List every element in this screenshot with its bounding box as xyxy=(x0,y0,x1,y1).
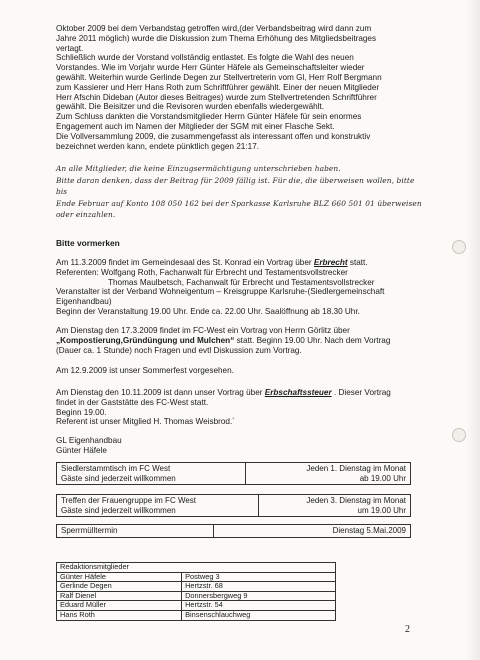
member-name: Günter Häfele xyxy=(57,572,182,582)
member-name: Hans Roth xyxy=(57,610,182,620)
signature-line: GL Eigenhandbau xyxy=(56,436,122,445)
cell-text: ab 19.00 Uhr xyxy=(359,473,406,483)
recurring-events-table xyxy=(56,494,411,517)
cell-text: Gäste sind jederzeit willkommen xyxy=(61,505,176,515)
event-line xyxy=(56,258,426,268)
table-cell xyxy=(258,495,410,517)
intro-line: Vorstandes. Wie im Vorjahr wurde Herr Günter Häfele als Gemeinschaftsleiter wieder xyxy=(56,63,365,73)
intro-line: gewählt. Die Beisitzer und die Revisoren wurden ebenfalls wiedergewählt. xyxy=(56,102,325,112)
cell-text: Dienstag 5.Mai.2009 xyxy=(332,526,406,535)
event-text: statt. Beginn 19.00 Uhr. Nach dem Vortrag xyxy=(234,335,391,345)
event-sommerfest xyxy=(56,366,416,376)
table-row xyxy=(57,495,411,517)
member-street: Postweg 3 xyxy=(182,572,336,582)
event-erbrecht xyxy=(56,258,426,317)
table-cell xyxy=(213,525,410,538)
cell-text: um 19.00 Uhr xyxy=(357,505,406,515)
notice-line: An alle Mitglieder, die keine Einzugsermächtigung unterschrieben haben. xyxy=(56,164,341,173)
table-header: Redaktionsmitglieder xyxy=(57,563,336,573)
event-line: Beginn der Veranstaltung 19.00 Uhr. Ende ca. 22.00 Uhr. Saalöffnung ab 18.30 Uhr. xyxy=(56,306,360,316)
intro-line: Engagement auch im Namen der Mitglieder der SGM mit einer Flasche Sekt. xyxy=(56,121,335,131)
table-header-row xyxy=(57,563,336,573)
table-cell xyxy=(57,525,214,538)
editorial-members-table xyxy=(56,562,336,621)
recurring-events-table xyxy=(56,462,411,485)
event-kompostierung xyxy=(56,326,426,355)
event-topic: Erbrecht xyxy=(313,258,348,267)
event-topic: „Kompostierung,Gründüngung und Mulchen“ xyxy=(56,335,235,345)
member-street: Hertzstr. 68 xyxy=(182,582,336,592)
recurring-events-table xyxy=(56,524,411,538)
notice-line: Ende Februar auf Konto 108 050 162 bei der Sparkasse Karlsruhe BLZ 660 501 01 überweisen xyxy=(56,198,422,208)
signature-block xyxy=(56,436,416,456)
member-street: Binsenschlauchweg xyxy=(182,610,336,620)
member-street: Hertzstr. 54 xyxy=(182,601,336,611)
event-line: Am 12.9.2009 ist unser Sommerfest vorgesehen. xyxy=(56,366,234,375)
event-line xyxy=(56,388,426,398)
table-row xyxy=(57,610,336,620)
event-topic: Erbschaftssteuer xyxy=(264,388,332,397)
event-erbschaftssteuer xyxy=(56,388,426,427)
table-row xyxy=(57,463,411,485)
table-cell xyxy=(57,463,246,485)
event-line: Referent ist unser Mitglied H. Thomas Weisbrod.´ xyxy=(56,417,235,427)
table-cell xyxy=(57,495,259,517)
event-line: Veranstalter ist der Verband Wohneigentum – Kreisgruppe Karlsruhe-(Siedlergemeinschaft xyxy=(56,287,385,297)
intro-line: Jahre 2011 möglich) wurde die Diskussion zum Thema Erhöhung des Mitgliedsbeitrages xyxy=(56,33,377,43)
intro-line: gewählt. Weiterhin wurde Gerlinde Degen zur Stellvertreterin vom Gl, Herr Rolf Bergmann xyxy=(56,72,382,82)
notice-line: oder einzahlen. xyxy=(56,210,116,219)
event-text: Am 11.3.2009 findet im Gemeindesaal des St. Konrad ein Vortrag über xyxy=(56,258,314,267)
intro-line: vertagt. xyxy=(56,43,84,53)
cell-text: Treffen der Frauengruppe im FC West xyxy=(61,496,197,505)
member-name: Ralf Dienel xyxy=(57,591,182,601)
intro-line: Oktober 2009 bei dem Verbandstag getroffen wird,(der Verbandsbeitrag wird dann zum xyxy=(56,24,372,33)
cell-text: Siedlerstammtisch im FC West xyxy=(61,464,171,473)
intro-line: Herr Afschin Dideban (Autor dieses Beitrages) wurde zum Stellvertretenden Schriftführer xyxy=(56,92,377,102)
punch-hole-mark xyxy=(452,428,466,442)
event-line: Eigenhandbau) xyxy=(56,297,112,307)
table-cell xyxy=(245,463,411,485)
cell-text: Jeden 3. Dienstag im Monat xyxy=(306,496,406,505)
event-line: (Dauer ca. 1 Stunde) noch Fragen und evtl Diskussion zum Vortrag. xyxy=(56,345,302,355)
table-row xyxy=(57,525,411,538)
event-line: Referenten: Wolfgang Roth, Fachanwalt für Erbrecht und Testamentsvollstrecker xyxy=(56,267,348,277)
event-line: findet in der Gaststätte des FC-West statt. xyxy=(56,397,209,407)
section-heading: Bitte vormerken xyxy=(56,238,120,248)
punch-hole-mark xyxy=(452,240,466,254)
member-street: Donnersbergweg 9 xyxy=(182,591,336,601)
cell-text: Jeden 1. Dienstag im Monat xyxy=(306,464,406,473)
table-row xyxy=(57,582,336,592)
intro-line: zum Kassierer und Herr Hans Roth zum Schriftführer gewählt. Einer der neuen Mitglieder xyxy=(56,82,380,92)
page-edge-shadow xyxy=(466,0,480,660)
intro-paragraph xyxy=(56,24,416,151)
intro-line: Die Vollversammlung 2009, die zusammengefasst als interessant offen und konstruktiv xyxy=(56,131,371,141)
signature-line: Günter Häfele xyxy=(56,445,107,455)
member-name: Eduard Müller xyxy=(57,601,182,611)
event-text: statt. xyxy=(347,258,368,267)
event-text: . Dieser Vortrag xyxy=(331,388,391,397)
membership-fee-notice xyxy=(56,163,426,221)
event-text: Am Dienstag den 10.11.2009 ist dann unser Vortrag über xyxy=(56,388,265,397)
member-name: Gerlinde Degen xyxy=(57,582,182,592)
page-number: 2 xyxy=(405,624,410,635)
intro-line: Zum Schluss dankten die Vorstandsmitglieder Herrn Günter Häfele für sein enormes xyxy=(56,112,362,122)
intro-line: bezeichnet werden kann, endete pünktlich gegen 21:17. xyxy=(56,141,260,151)
notice-line: Bitte daran denken, dass der Beitrag für 2009 fällig ist. Für die, die überweisen wollen, bitte bis xyxy=(56,175,415,196)
cell-text: Sperrmülltermin xyxy=(61,526,118,535)
intro-line: Schließlich wurde der Vorstand vollständig entlastet. Es folgte die Wahl des neuen xyxy=(56,53,354,63)
event-line: Beginn 19.00. xyxy=(56,407,107,417)
cell-text: Gäste sind jederzeit willkommen xyxy=(61,473,176,483)
event-line: Thomas Maulbetsch, Fachanwalt für Erbrecht und Testamentsvollstrecker xyxy=(108,277,375,287)
event-line xyxy=(56,336,426,346)
event-line: Am Dienstag den 17.3.2009 findet im FC-West ein Vortrag von Herrn Görlitz über xyxy=(56,326,350,335)
